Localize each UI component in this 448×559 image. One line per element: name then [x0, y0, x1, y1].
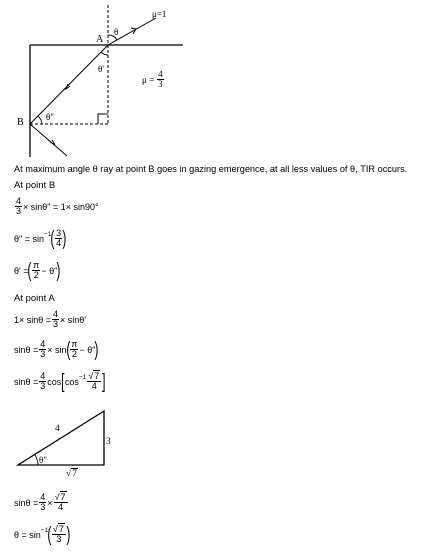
equation-4: 1× sinθ = $\frac{4}{3}$ × sinθ'	[14, 309, 87, 329]
emergent-ray	[30, 124, 67, 156]
emergent-arrow	[50, 140, 55, 145]
equation-2: θ" = sin −1 ( $\frac{3}{4}$ )	[14, 227, 67, 250]
triangle-shape	[18, 411, 104, 465]
label-theta-dprime: θ"	[46, 112, 54, 122]
label-mu-air: μ=1	[152, 9, 167, 19]
explanation-line: At maximum angle θ ray at point B goes in gazing emergence, at all less values of θ, TIR occurs.	[14, 164, 408, 174]
equation-8: θ = sin −1 ( $\frac{√7}{3}$ )	[14, 523, 71, 546]
refracted-ray	[30, 45, 108, 124]
triangle-angle-arc	[35, 455, 38, 465]
label-mu-glass: μ = $\frac{4}{3}$	[142, 69, 163, 89]
ray-diagram	[0, 0, 200, 160]
equation-1: $\frac{4}{3}$ × sinθ" = 1× sin90°	[16, 196, 99, 216]
triangle-angle-label: θ"	[39, 455, 47, 465]
right-angle-mark	[98, 114, 108, 124]
theta-dprime-arc	[38, 116, 42, 124]
triangle-opposite-label: 3	[106, 437, 111, 447]
label-a: A	[96, 34, 104, 45]
triangle-hypotenuse-label: 4	[55, 424, 60, 434]
label-theta: θ	[114, 27, 119, 37]
heading-point-a: At point A	[14, 293, 55, 304]
equation-6: sinθ = $\frac{4}{3}$ cos [ cos −1 $\frac{√7}{4}$ ]	[14, 370, 106, 393]
equation-7: sinθ = $\frac{4}{3}$ × $\frac{√7}{4}$	[14, 492, 66, 512]
triangle-adjacent-label: √7	[66, 469, 77, 479]
equation-5: sinθ = $\frac{4}{3}$ × sin ( $\frac{\pi}{2}$ − θ" )	[14, 338, 99, 361]
theta-prime-arc	[101, 52, 108, 55]
label-b: B	[17, 117, 24, 128]
equation-3: θ' = ( $\frac{\pi}{2}$ − θ" )	[14, 259, 61, 282]
heading-point-b: At point B	[14, 180, 56, 191]
label-theta-prime: θ'	[98, 64, 104, 74]
